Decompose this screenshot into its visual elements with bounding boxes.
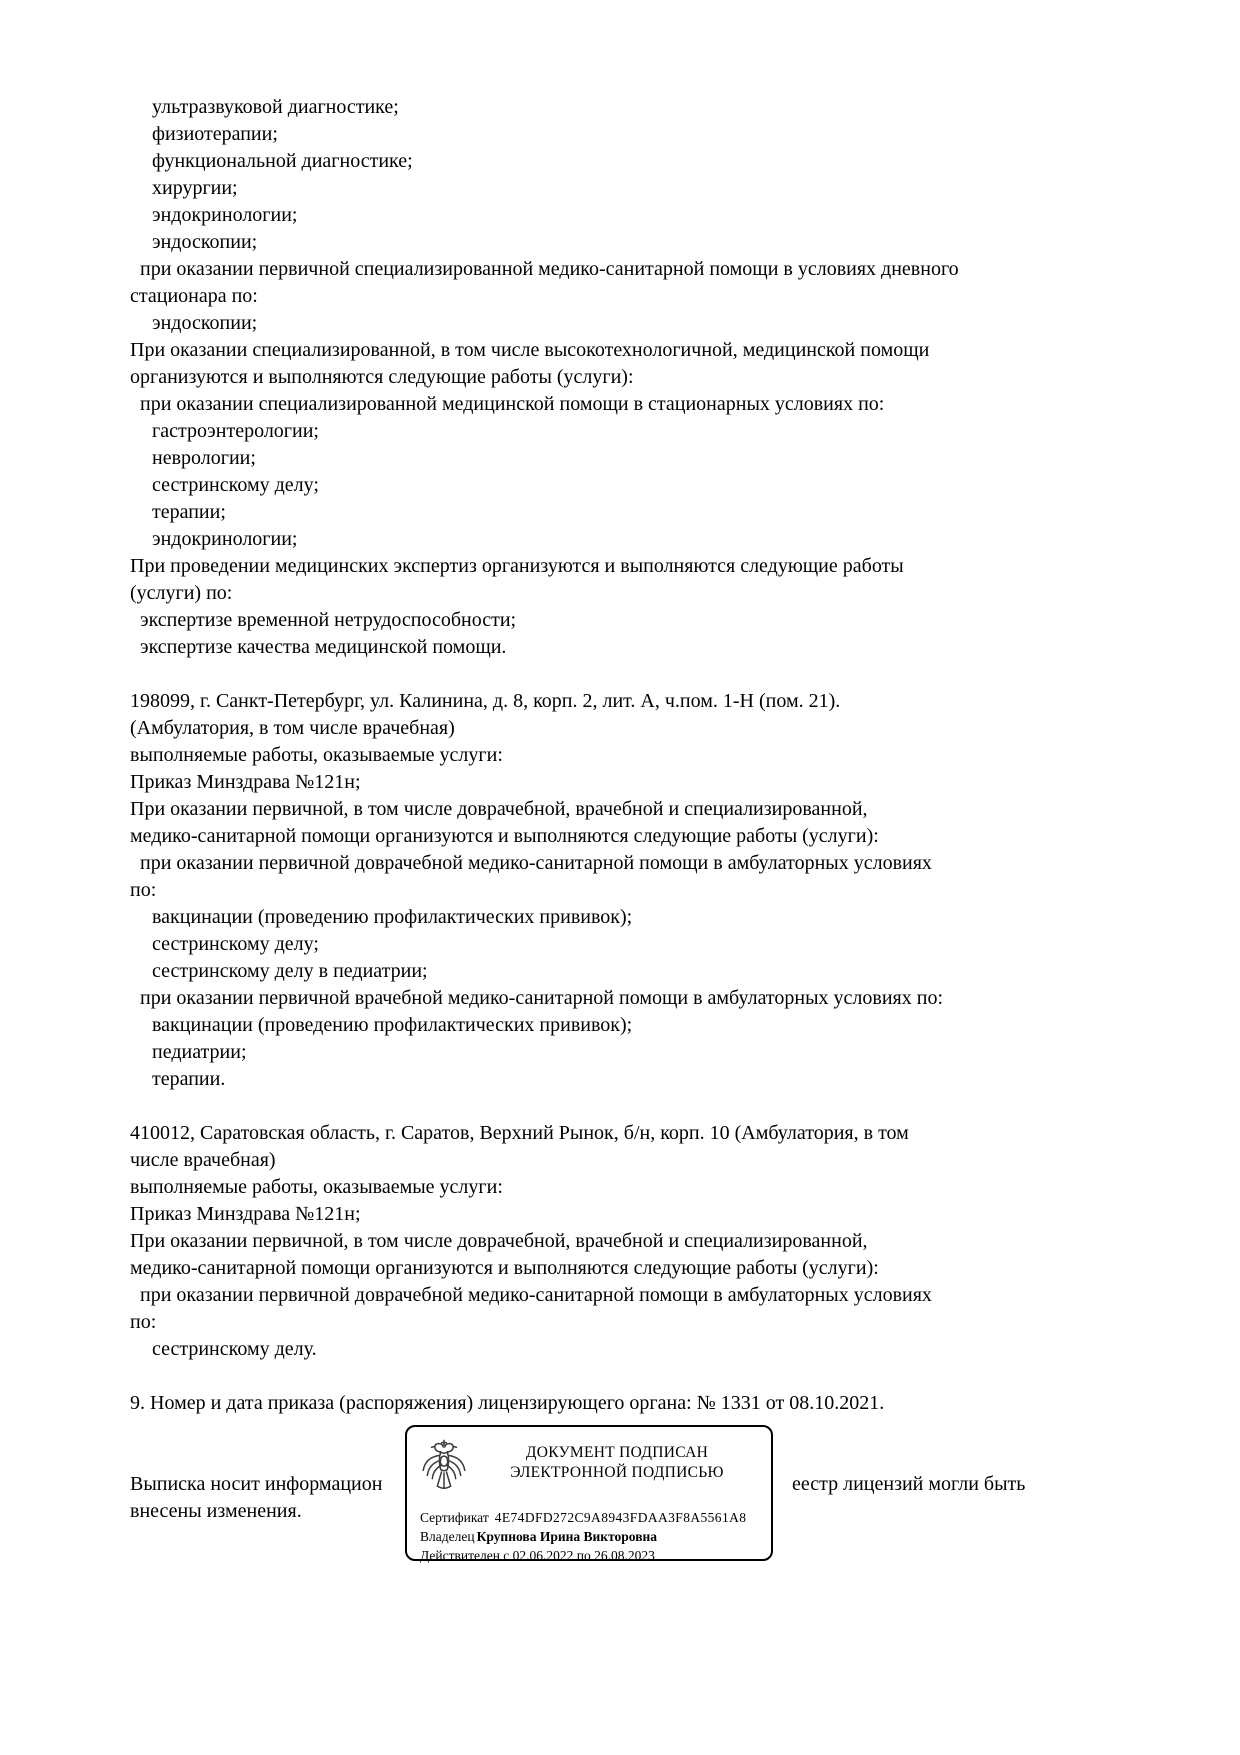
stamp-certificate-row xyxy=(420,1508,766,1527)
document-line: 9. Номер и дата приказа (распоряжения) лицензирующего органа: № 1331 от 08.10.2021. xyxy=(130,1392,885,1414)
stamp-owner-row xyxy=(420,1527,766,1546)
document-line: сестринскому делу; xyxy=(152,474,319,496)
document-line: по: xyxy=(130,879,157,901)
document-line: вакцинации (проведению профилактических прививок); xyxy=(152,906,633,928)
document-line: организуются и выполняются следующие работы (услуги): xyxy=(130,366,634,388)
document-line: при оказании первичной врачебной медико-санитарной помощи в амбулаторных условиях по: xyxy=(140,987,944,1009)
owner-value: Крупнова Ирина Викторовна xyxy=(476,1529,658,1544)
document-line: эндоскопии; xyxy=(152,312,258,334)
document-line: эндоскопии; xyxy=(152,231,258,253)
document-line: выполняемые работы, оказываемые услуги: xyxy=(130,744,503,766)
document-line: при оказании первичной специализированной медико-санитарной помощи в условиях дневного xyxy=(140,258,959,280)
stamp-title-line-1: ДОКУМЕНТ ПОДПИСАН xyxy=(525,1444,709,1461)
document-line: функциональной диагностике; xyxy=(152,150,413,172)
document-line: медико-санитарной помощи организуются и выполняются следующие работы (услуги): xyxy=(130,825,879,847)
final-note-left-fragment: Выписка носит информацион xyxy=(130,1473,383,1495)
document-line: при оказании первичной доврачебной медико-санитарной помощи в амбулаторных условиях xyxy=(140,1284,932,1306)
document-line: экспертизе качества медицинской помощи. xyxy=(140,636,507,658)
final-note-right-fragment: еестр лицензий могли быть xyxy=(792,1473,1026,1495)
document-line: При оказании первичной, в том числе доврачебной, врачебной и специализированной, xyxy=(130,798,868,820)
document-line: 410012, Саратовская область, г. Саратов, Верхний Рынок, б/н, корп. 10 (Амбулатория, в том xyxy=(130,1122,909,1144)
stamp-title xyxy=(473,1443,761,1483)
document-body xyxy=(130,94,1120,1525)
document-line: при оказании первичной доврачебной медико-санитарной помощи в амбулаторных условиях xyxy=(140,852,932,874)
document-line: неврологии; xyxy=(152,447,256,469)
document-line: сестринскому делу. xyxy=(152,1338,317,1360)
document-line: вакцинации (проведению профилактических прививок); xyxy=(152,1014,633,1036)
document-line: При оказании специализированной, в том числе высокотехнологичной, медицинской помощи xyxy=(130,339,930,361)
document-line: ультразвуковой диагностике; xyxy=(152,96,399,118)
document-line: (Амбулатория, в том числе врачебная) xyxy=(130,717,455,739)
section-address-saratov xyxy=(130,1120,1120,1363)
digital-signature-stamp xyxy=(405,1425,773,1561)
section-services-continued xyxy=(130,94,1120,661)
document-line: физиотерапии; xyxy=(152,123,278,145)
document-line: по: xyxy=(130,1311,157,1333)
stamp-title-line-2: ЭЛЕКТРОННОЙ ПОДПИСЬЮ xyxy=(510,1464,724,1481)
document-line: гастроэнтерологии; xyxy=(152,420,319,442)
document-content xyxy=(130,94,1120,1417)
section-address-spb xyxy=(130,688,1120,1093)
document-line: экспертизе временной нетрудоспособности; xyxy=(140,609,517,631)
document-line: При оказании первичной, в том числе доврачебной, врачебной и специализированной, xyxy=(130,1230,868,1252)
document-line: сестринскому делу в педиатрии; xyxy=(152,960,428,982)
section-order-info xyxy=(130,1390,1120,1417)
document-line: При проведении медицинских экспертиз организуются и выполняются следующие работы xyxy=(130,555,904,577)
document-line: Приказ Минздрава №121н; xyxy=(130,771,361,793)
certificate-value: 4E74DFD272C9A8943FDAA3F8A5561A8 xyxy=(494,1510,747,1525)
document-line: медико-санитарной помощи организуются и выполняются следующие работы (услуги): xyxy=(130,1257,879,1279)
document-line: (услуги) по: xyxy=(130,582,233,604)
stamp-validity-row: Действителен с 02.06.2022 по 26.08.2023 xyxy=(420,1548,655,1563)
stamp-details xyxy=(420,1508,766,1565)
document-line: эндокринологии; xyxy=(152,528,298,550)
certificate-label: Сертификат xyxy=(420,1510,489,1525)
document-line: сестринскому делу; xyxy=(152,933,319,955)
document-line: педиатрии; xyxy=(152,1041,247,1063)
document-line: эндокринологии; xyxy=(152,204,298,226)
document-line: выполняемые работы, оказываемые услуги: xyxy=(130,1176,503,1198)
document-line: терапии. xyxy=(152,1068,226,1090)
document-line: при оказании специализированной медицинской помощи в стационарных условиях по: xyxy=(140,393,885,415)
document-line: хирургии; xyxy=(152,177,238,199)
document-line: Приказ Минздрава №121н; xyxy=(130,1203,361,1225)
document-line: числе врачебная) xyxy=(130,1149,276,1171)
document-line: 198099, г. Санкт-Петербург, ул. Калинина, д. 8, корп. 2, лит. А, ч.пом. 1-Н (пом. 21). xyxy=(130,690,841,712)
final-note-line-2: внесены изменения. xyxy=(130,1500,302,1522)
document-line: терапии; xyxy=(152,501,226,523)
owner-label: Владелец xyxy=(420,1529,475,1544)
coat-of-arms-icon xyxy=(419,1438,469,1496)
document-line: стационара по: xyxy=(130,285,258,307)
